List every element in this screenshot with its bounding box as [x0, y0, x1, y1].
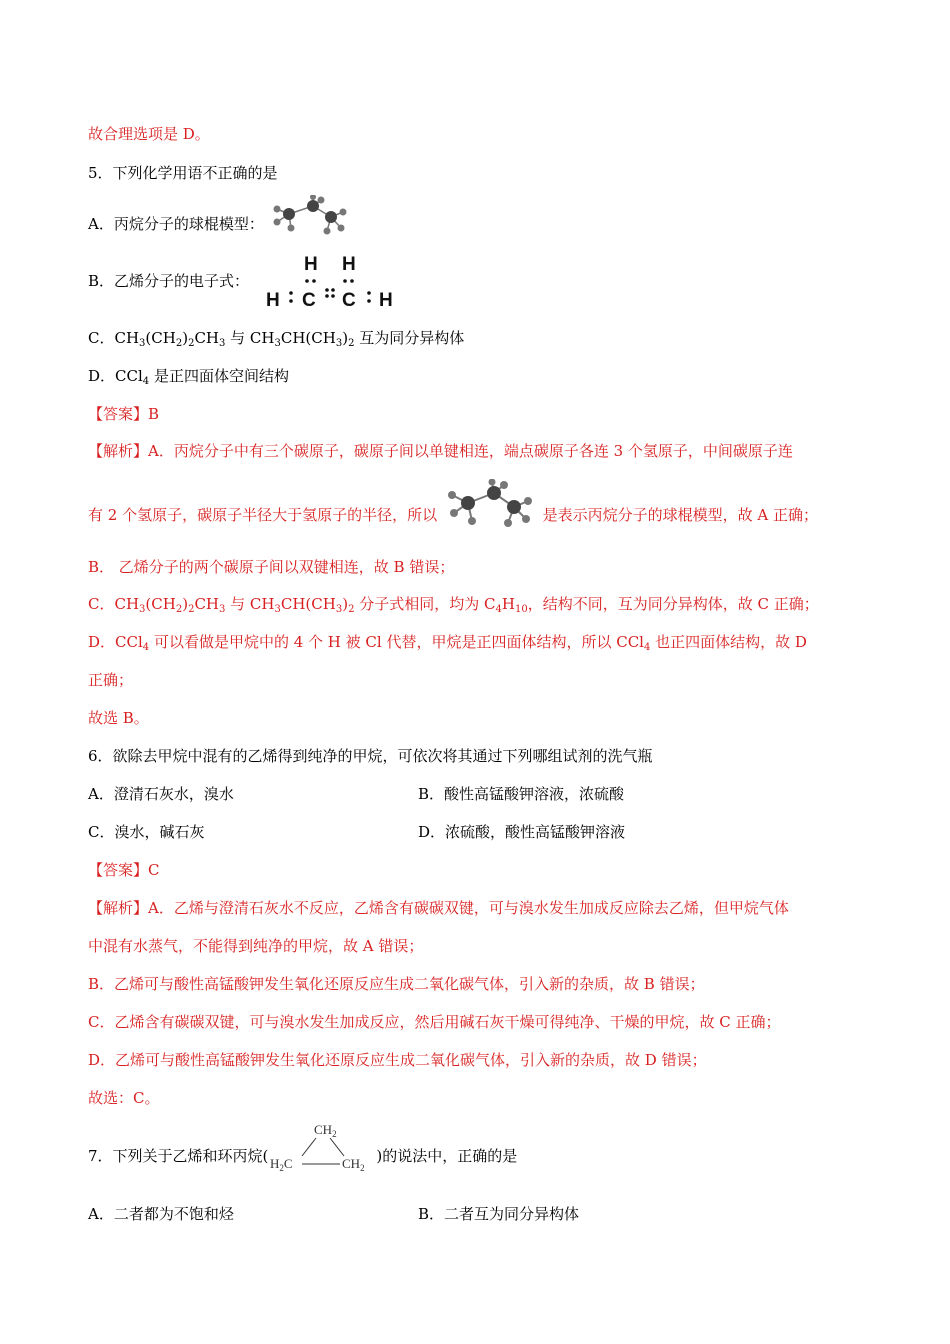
ethene-c-left: C	[302, 290, 316, 310]
q5-conclusion: 故选 B。	[88, 709, 149, 727]
ethene-electron-formula	[266, 254, 396, 314]
q5-exp-c-end: ，结构不同，互为同分异构体，故 C 正确；	[527, 595, 819, 613]
q7-option-a: A．二者都为不饱和烃	[88, 1205, 234, 1223]
q6-exp-a-line2: 中混有水蒸气，不能得到纯净的甲烷，故 A 错误；	[88, 937, 424, 955]
q5-option-a	[88, 209, 353, 241]
q6-conclusion: 故选：C。	[88, 1089, 160, 1107]
q7-option-b: B．二者互为同分异构体	[418, 1205, 580, 1223]
q6-exp-c: C．乙烯含有碳碳双键，可与溴水发生加成反应，然后用碱石灰干燥可得纯净、干燥的甲烷，故 C 正确；	[88, 1013, 781, 1031]
q5-exp-a-line1: 【解析】A．丙烷分子中有三个碳原子，碳原子间以单键相连，端点碳原子各连 3 个氢原子，中间碳原子连	[88, 442, 793, 460]
propane-ball-stick-icon	[269, 195, 353, 241]
q5-option-b: B．乙烯分子的电子式：	[88, 272, 250, 290]
cyclopropane-structure-icon	[268, 1120, 376, 1174]
q5-option-c: C．$CH_3(CH_2)_2CH_3$ 与 $CH_3CH(CH_3)_2$ 互为同分异构体	[88, 329, 465, 349]
q6-exp-b: B．乙烯可与酸性高锰酸钾发生氧化还原反应生成二氧化碳气体，引入新的杂质，故 B 错误；	[88, 975, 705, 993]
ethene-electron-dot-icon	[266, 254, 396, 310]
q6-exp-a-line1: 【解析】A．乙烯与澄清石灰水不反应，乙烯含有碳碳双键，可与溴水发生加成反应除去乙烯，但甲烷气体	[88, 899, 789, 917]
svg-text:CH2: $CH_2$	[314, 1122, 337, 1139]
ring-top-label: CH	[314, 1122, 333, 1137]
q5-exp-a2-end: 是表示丙烷分子的球棍模型，故 A 正确；	[542, 506, 819, 524]
q5-option-a-label: A．丙烷分子的球棍模型：	[88, 215, 264, 233]
q5-exp-d-mid: 可以看做是甲烷中的 4 个 H 被 Cl 代替，甲烷是正四面体结构，所以 CCl	[153, 633, 644, 651]
q5-exp-d-start: D．CCl	[88, 633, 143, 651]
q6-stem: 6．欲除去甲烷中混有的乙烯得到纯净的甲烷，可依次将其通过下列哪组试剂的洗气瓶	[88, 747, 653, 765]
q7-stem-end: )的说法中，正确的是	[376, 1147, 518, 1165]
q5-exp-a2-start: 有 2 个氢原子，碳原子半径大于氢原子的半径，所以	[88, 506, 438, 524]
q5-exp-d-line2: 正确；	[88, 671, 134, 689]
propane-ball-stick-icon-large	[442, 479, 538, 533]
q5-option-d: D．CCl$_4$ 是正四面体空间结构	[88, 367, 289, 387]
q5-exp-c-mid: 分子式相同，均为 C	[359, 595, 496, 613]
ethene-h-right: H	[379, 290, 393, 310]
q5-option-d-tail: 是正四面体空间结构	[153, 367, 289, 385]
q7-stem	[88, 1122, 518, 1173]
ring-right-label: CH	[342, 1156, 361, 1171]
ethene-c-right: C	[342, 290, 356, 310]
q5-stem: 5．下列化学用语不正确的是	[88, 164, 278, 182]
ethene-h-left: H	[266, 290, 280, 310]
q6-exp-d: D．乙烯可与酸性高锰酸钾发生氧化还原反应生成二氧化碳气体，引入新的杂质，故 D 错误；	[88, 1051, 707, 1069]
q5-exp-b: B． 乙烯分子的两个碳原子间以双键相连，故 B 错误；	[88, 558, 455, 576]
q5-answer: 【答案】B	[88, 405, 160, 423]
q6-answer: 【答案】C	[88, 861, 160, 879]
q6-option-d: D．浓硫酸，酸性高锰酸钾溶液	[418, 823, 626, 841]
q6-option-b: B．酸性高锰酸钾溶液，浓硫酸	[418, 785, 625, 803]
ring-left-c: C	[284, 1156, 293, 1171]
q5-option-d-prefix: D．CCl	[88, 367, 143, 385]
q5-option-c-tail: 互为同分异构体	[359, 329, 465, 347]
ring-left-h: H	[270, 1156, 280, 1171]
q7-stem-start: 7．下列关于乙烯和环丙烷(	[88, 1147, 269, 1165]
q6-option-a: A．澄清石灰水，溴水	[88, 785, 234, 803]
q5-exp-d-end: 也正四面体结构，故 D	[655, 633, 807, 651]
q6-option-c: C．溴水，碱石灰	[88, 823, 205, 841]
svg-text:CH2: $CH_2$	[342, 1156, 365, 1173]
q4-conclusion: 故合理选项是 D。	[88, 125, 210, 143]
q5-exp-c: C．$CH_3(CH_2)_2CH_3$ 与 $CH_3CH(CH_3)_2$ 分子式相同，均为 $C_4H_{10}$，结构不同，互为同分异构体，故 C 正确；	[88, 595, 819, 615]
q5-exp-a-line2	[88, 499, 818, 533]
ethene-h-top-left: H	[304, 254, 318, 275]
q5-exp-d-line1: D．CCl$_4$ 可以看做是甲烷中的 4 个 H 被 Cl 代替，甲烷是正四面体结构，所以 CCl$_4$ 也正四面体结构，故 D	[88, 633, 807, 653]
ethene-h-top-right: H	[342, 254, 356, 275]
q5-option-c-prefix: C．CH	[88, 329, 140, 347]
svg-text:H2C: $H_2C$	[270, 1156, 293, 1173]
